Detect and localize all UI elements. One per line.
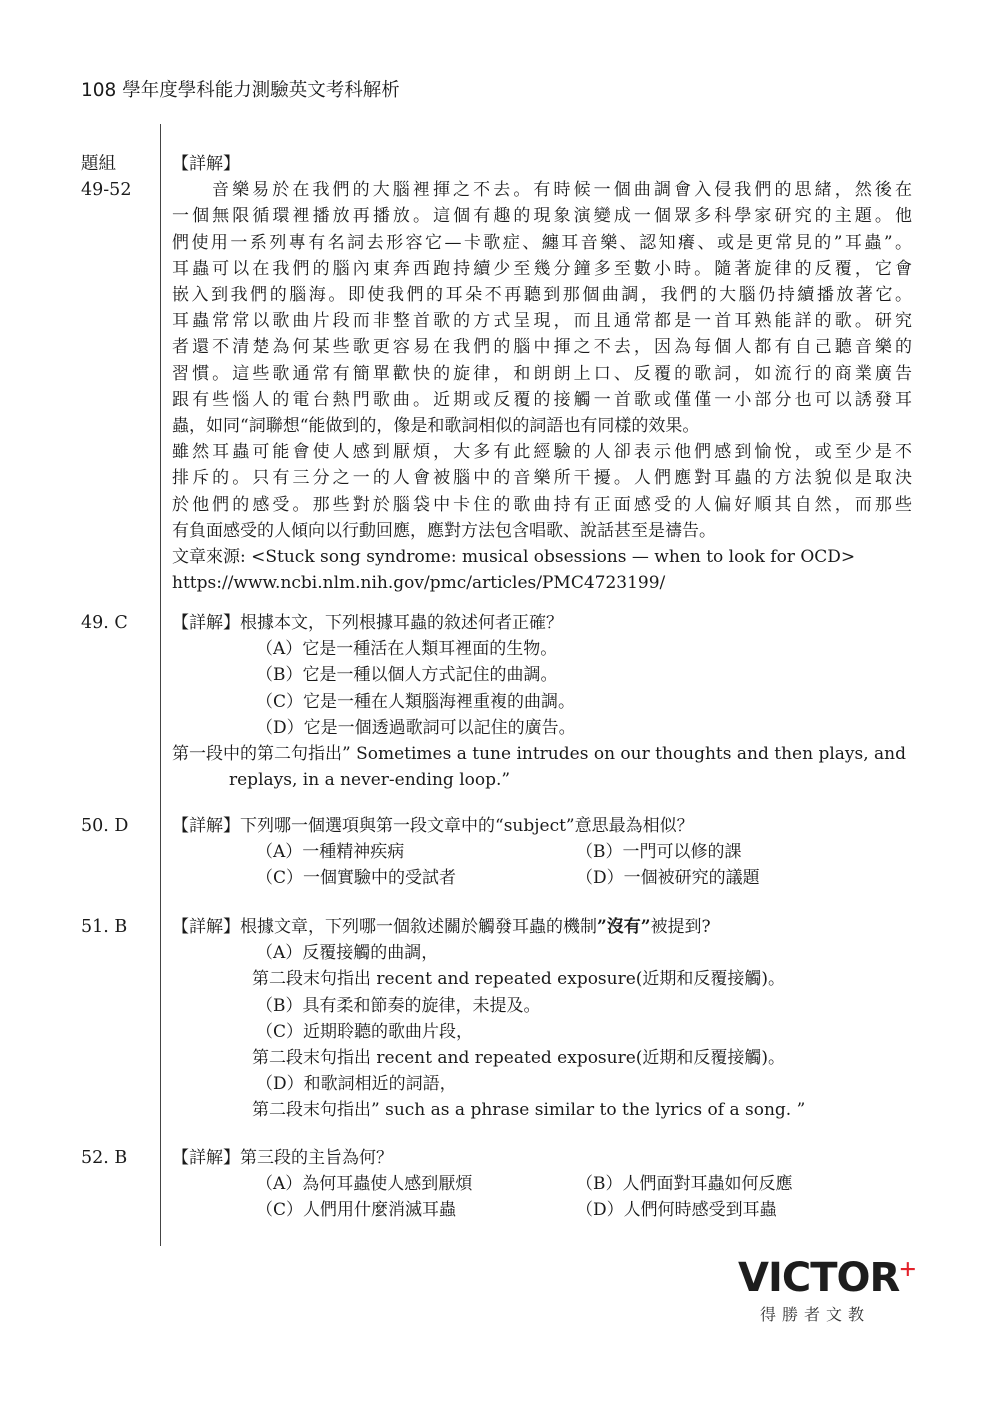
q50-option-b: （B）一門可以修的課 [576, 842, 742, 863]
passage-line: 雖然耳蟲可能會使人感到厭煩，大多有此經驗的人卻表示他們感到愉悅，或至少是不 [172, 442, 912, 463]
passage-line: 音樂易於在我們的大腦裡揮之不去。有時候一個曲調會入侵我們的思緒，然後在 [212, 180, 912, 201]
passage-line: 們使用一系列專有名詞去形容它—卡歌症、纏耳音樂、認知癢、或是更常見的”耳蟲”。 [172, 232, 912, 253]
q51-explain: 第二段末句指出 recent and repeated exposure(近期和反覆接觸)。 [252, 1048, 786, 1069]
q51-explain: 第二段末句指出” such as a phrase similar to the lyrics of a song. ” [252, 1100, 806, 1121]
q51-question [172, 914, 912, 940]
passage-line: 嵌入到我們的腦海。即使我們的耳朵不再聽到那個曲調，我們的大腦仍持續播放著它。 [172, 285, 912, 306]
q49-option-a: （A）它是一種活在人類耳裡面的生物。 [256, 639, 558, 660]
group-label [81, 151, 131, 203]
q52-option-d: （D）人們何時感受到耳蟲 [576, 1200, 777, 1221]
group-passage [172, 151, 912, 596]
passage-line: 有負面感受的人傾向以行動回應，應對方法包含唱歌、說話甚至是禱告。 [172, 520, 716, 541]
source-url: https://www.ncbi.nlm.nih.gov/pmc/articles/PMC4723199/ [172, 573, 666, 594]
q52-label: 52. B [81, 1148, 128, 1168]
q51-question-pre: 【詳解】根據文章，下列哪一個敘述關於觸發耳蟲的機制 [172, 917, 597, 937]
passage-line: 耳蟲可以在我們的腦內東奔西跑持續少至幾分鐘多至數小時。隨著旋律的反覆，它會 [172, 258, 912, 279]
q50-option-c: （C）一個實驗中的受試者 [256, 868, 457, 889]
q49-label: 49. C [81, 613, 128, 633]
q52-option-b: （B）人們面對耳蟲如何反應 [576, 1174, 793, 1195]
q50-option-d: （D）一個被研究的議題 [576, 868, 760, 889]
q51-block [172, 914, 912, 1124]
passage-line: 耳蟲常常以歌曲片段而非整首歌的方式呈現，而且通常都是一首耳熟能詳的歌。研究 [172, 311, 912, 332]
passage-line: 跟有些惱人的電台熱門歌曲。近期或反覆的接觸一首歌或僅僅一小部分也可以誘發耳 [172, 389, 912, 410]
passage-heading: 【詳解】 [172, 154, 240, 174]
q52-block [172, 1145, 912, 1224]
passage-line: 排斥的。只有三分之一的人會被腦中的音樂所干擾。人們應對耳蟲的方法貌似是取決 [172, 468, 912, 489]
passage-line: 於他們的感受。那些對於腦袋中卡住的歌曲持有正面感受的人偏好順其自然，而那些 [172, 494, 912, 515]
q50-question: 【詳解】下列哪一個選項與第一段文章中的“subject”意思最為相似？ [172, 816, 694, 836]
q51-option-d: （D）和歌詞相近的詞語， [256, 1074, 457, 1095]
q52-option-c: （C）人們用什麼消滅耳蟲 [256, 1200, 457, 1221]
q51-question-post: 被提到? [650, 917, 711, 937]
q51-option-a: （A）反覆接觸的曲調， [256, 943, 439, 964]
q49-block [172, 610, 912, 793]
passage-line: 一個無限循環裡播放再播放。這個有趣的現象演變成一個眾多科學家研究的主題。他 [172, 206, 912, 227]
q49-explain-line1: 第一段中的第二句指出” Sometimes a tune intrudes on our thoughts and then plays, and [172, 744, 907, 765]
logo-plus-icon: + [899, 1253, 917, 1286]
q50-option-a: （A）一種精神疾病 [256, 842, 405, 863]
group-label-line1: 題組 [81, 154, 116, 174]
logo-wordmark: VICTOR [738, 1255, 900, 1301]
column-divider [160, 124, 161, 1246]
q51-label: 51. B [81, 917, 128, 937]
q49-question: 【詳解】根據本文，下列根據耳蟲的敘述何者正確？ [172, 613, 563, 633]
passage-line: 者還不清楚為何某些歌更容易在我們的腦中揮之不去，因為每個人都有自己聽音樂的 [172, 337, 912, 358]
q49-option-b: （B）它是一種以個人方式記住的曲調。 [256, 665, 558, 686]
q51-explain: 第二段末句指出 recent and repeated exposure(近期和反覆接觸)。 [252, 969, 786, 990]
q51-question-bold: ”沒有” [597, 917, 651, 937]
q50-label: 50. D [81, 816, 129, 836]
q51-option-c: （C）近期聆聽的歌曲片段， [256, 1021, 474, 1042]
q52-question: 【詳解】第三段的主旨為何？ [172, 1148, 393, 1168]
q51-option-b: （B）具有柔和節奏的旋律，未提及。 [256, 995, 541, 1016]
logo-tagline: 得勝者文教 [760, 1305, 871, 1324]
q49-option-d: （D）它是一個透過歌詞可以記住的廣告。 [256, 717, 576, 738]
passage-line: 蟲，如同“詞聯想“能做到的，像是和歌詞相似的詞語也有同樣的效果。 [172, 416, 700, 437]
passage-line: 習慣。這些歌通常有簡單歡快的旋律，和朗朗上口、反覆的歌詞，如流行的商業廣告 [172, 363, 912, 384]
q49-option-c: （C）它是一種在人類腦海裡重複的曲調。 [256, 691, 576, 712]
group-label-line2: 49-52 [81, 180, 132, 200]
q52-option-a: （A）為何耳蟲使人感到厭煩 [256, 1174, 473, 1195]
source-line: 文章來源: <Stuck song syndrome: musical obsessions — when to look for OCD> [172, 547, 856, 568]
victor-logo [738, 1253, 918, 1328]
page-header-title: 108 學年度學科能力測驗英文考科解析 [81, 80, 400, 101]
q49-explain-line2: replays, in a never-ending loop.” [229, 770, 511, 791]
q50-block [172, 813, 912, 892]
